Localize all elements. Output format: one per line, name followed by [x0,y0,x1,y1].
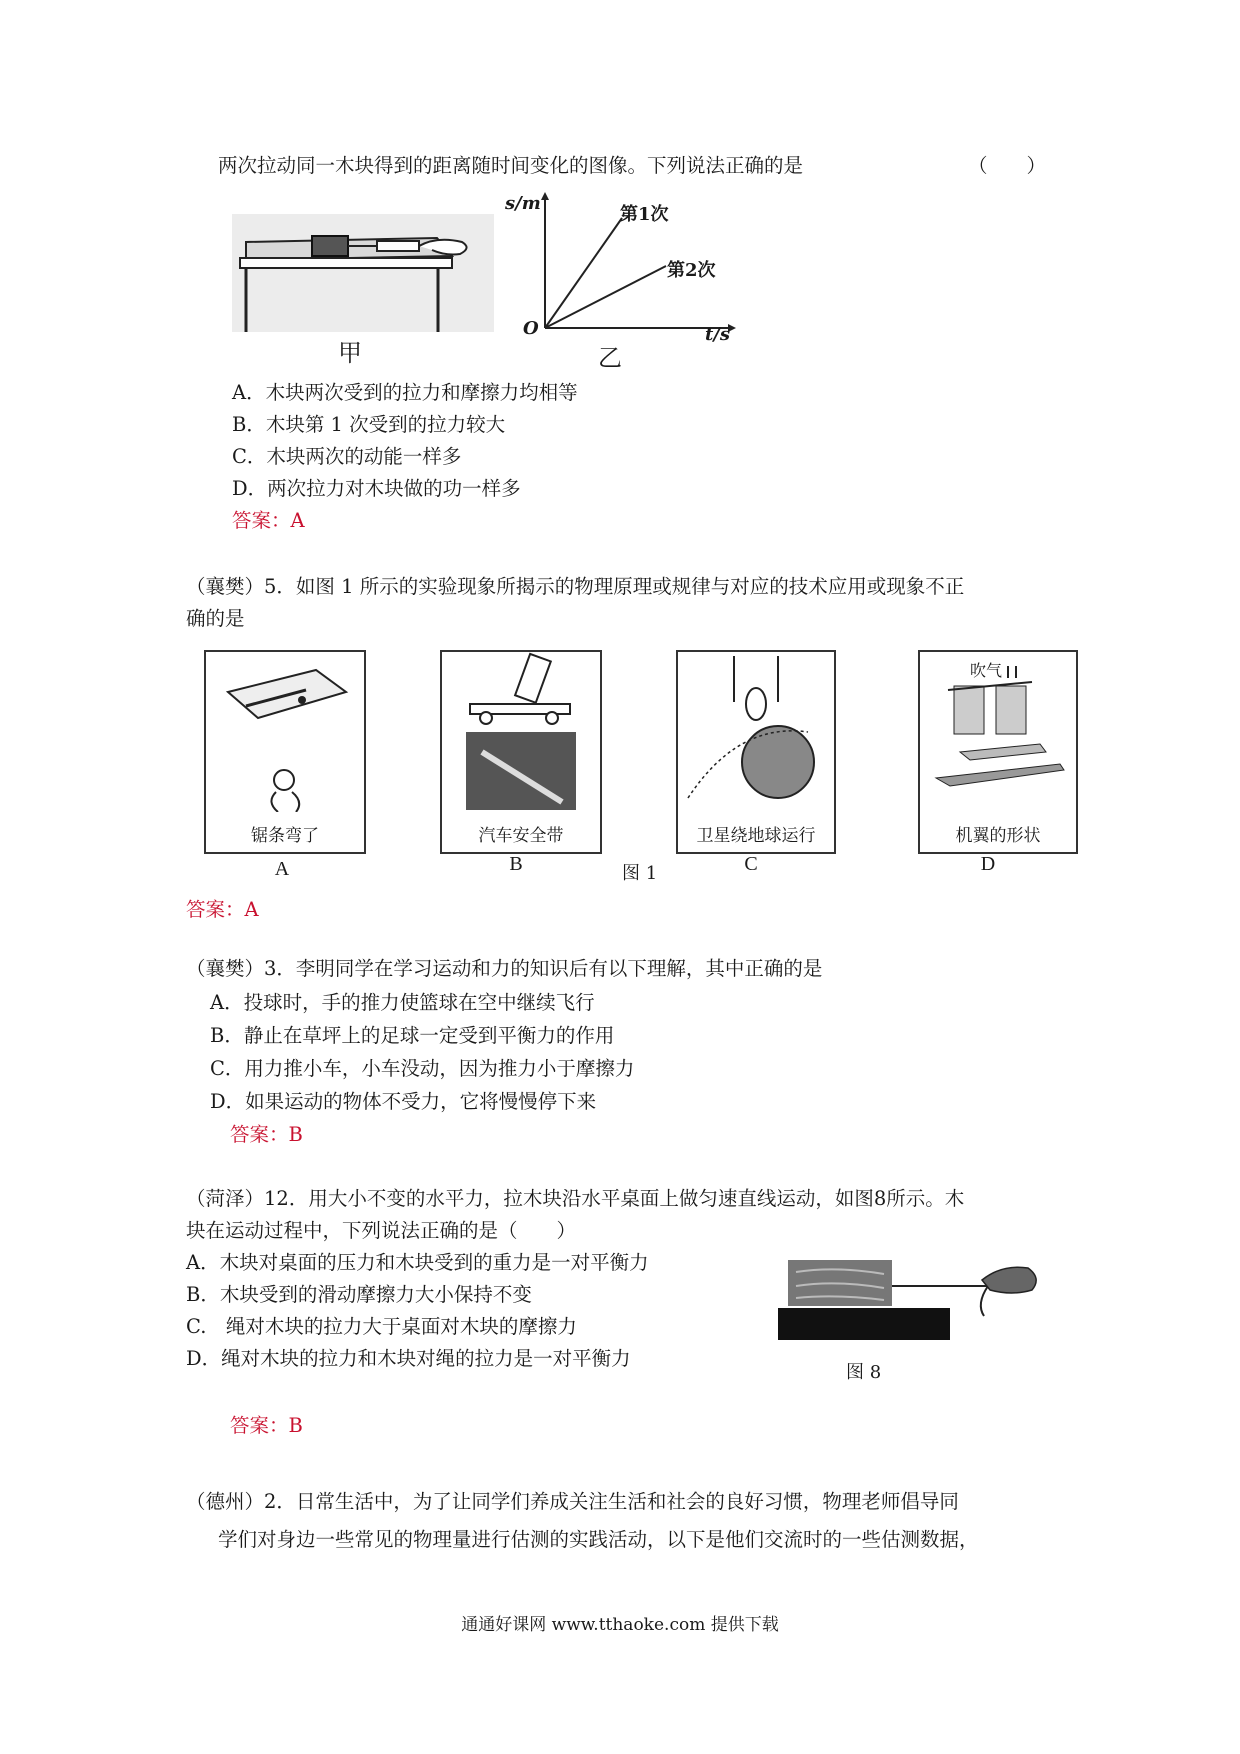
question-stem: （襄樊）5．如图 1 所示的实验现象所揭示的物理原理或规律与对应的技术应用或现象不正 [186,575,965,598]
table-pull-figure [232,214,502,364]
panel-a [204,650,366,854]
option-c: C．木块两次的动能一样多 [232,445,462,468]
answer: 答案：B [230,1123,303,1146]
answer: 答案：A [186,898,259,921]
page-footer: 通通好课网 www.tthaoke.com 提供下载 [461,1615,779,1635]
y-axis-label: s/m [505,193,541,214]
panel-c-letter: C [744,853,758,875]
figure-caption: 图 1 [622,863,658,884]
question-stem-cont: 块在运动过程中，下列说法正确的是（ ） [186,1219,577,1242]
option-b: B．木块第 1 次受到的拉力较大 [232,413,506,436]
panel-d-letter: D [980,853,996,875]
answer: 答案：A [232,509,305,532]
option-c: C. 绳对木块的拉力大于桌面对木块的摩擦力 [186,1315,577,1338]
origin-label: O [523,318,539,339]
line2-label: 第2次 [667,260,716,281]
question-stem: 两次拉动同一木块得到的距离随时间变化的图像。下列说法正确的是 [218,154,804,177]
x-axis-label: t/s [705,324,731,345]
figure-label-jia: 甲 [338,339,362,367]
question-stem: （菏泽）12．用大小不变的水平力，拉木块沿水平桌面上做匀速直线运动，如图8所示。木 [186,1187,965,1210]
option-d: D．如果运动的物体不受力，它将慢慢停下来 [210,1090,597,1113]
option-a: A．投球时，手的推力使篮球在空中继续飞行 [210,991,595,1014]
question-stem-cont: 学们对身边一些常见的物理量进行估测的实践活动，以下是他们交流时的一些估测数据， [218,1528,979,1551]
panel-a-label: 锯条弯了 [251,826,319,846]
question-stem: （襄樊）3．李明同学在学习运动和力的知识后有以下理解，其中正确的是 [186,957,823,980]
option-a: A．木块对桌面的压力和木块受到的重力是一对平衡力 [186,1251,649,1274]
panel-b-label: 汽车安全带 [478,826,564,846]
figure-caption: 图 8 [846,1362,882,1383]
panel-d-label: 机翼的形状 [955,826,1041,846]
blow-air-label: 吹气 [970,661,1003,680]
satellite-earth-illustration [678,652,834,812]
panel-d [918,650,1078,854]
panel-a-letter: A [274,858,290,880]
panel-c-label: 卫星绕地球运行 [696,826,816,846]
option-b: B．木块受到的滑动摩擦力大小保持不变 [186,1283,532,1306]
option-d: D．两次拉力对木块做的功一样多 [232,477,521,500]
panel-c [676,650,836,854]
answer: 答案：B [230,1414,303,1437]
option-a: A．木块两次受到的拉力和摩擦力均相等 [232,381,578,404]
seatbelt-illustration [442,652,600,812]
answer-paren: （ ） [968,154,1047,177]
block-rope-figure [776,1256,1048,1344]
option-b: B．静止在草坪上的足球一定受到平衡力的作用 [210,1024,615,1047]
option-d: D．绳对木块的拉力和木块对绳的拉力是一对平衡力 [186,1347,631,1370]
question-stem: （德州）2．日常生活中，为了让同学们养成关注生活和社会的良好习惯，物理老师倡导同 [186,1490,959,1513]
panel-b [440,650,602,854]
line1-label: 第1次 [620,204,669,225]
question-stem-cont: 确的是 [186,607,245,630]
figure-label-yi: 乙 [598,344,622,372]
option-c: C．用力推小车，小车没动，因为推力小于摩擦力 [210,1057,635,1080]
panel-b-letter: B [509,853,523,875]
saw-blade-illustration [206,652,364,812]
